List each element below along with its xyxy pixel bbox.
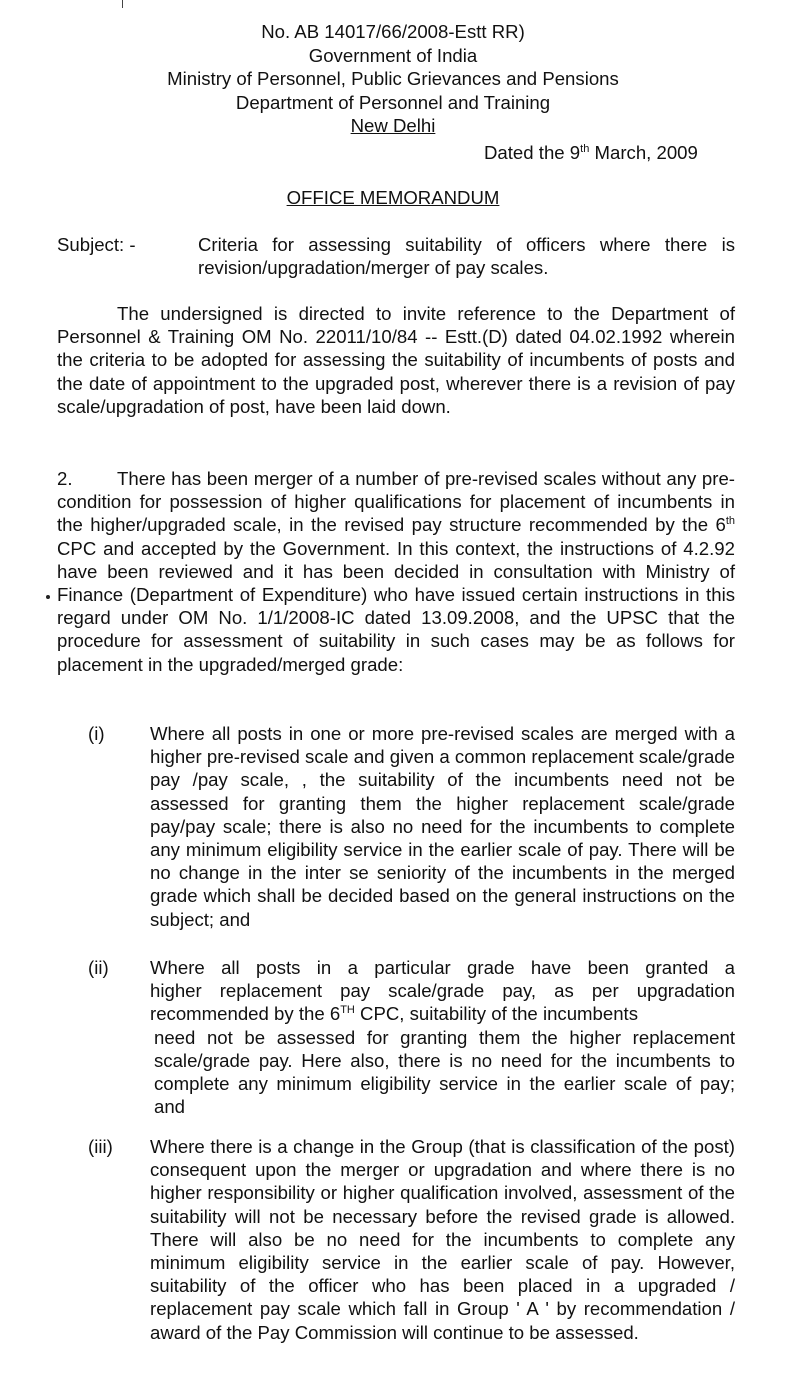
memo-title [0, 186, 786, 209]
item-1-number: (i) [88, 723, 105, 744]
paragraph-2-ordinal: th [725, 515, 735, 528]
item-3-text: Where there is a change in the Group (that is classification of the post) consequent upon the merger or upgradation and where there is no higher responsibility or higher qualification involved, assessment of the suitability will not be necessary before the revised grade is allowed. There will also be no need for the incumbents to complete any minimum eligibility service in the earlier scale of pay. However, suitability of the officer who has been placed in a upgraded / replacement pay scale which fall in Group ' A ' by recommendation / award of the Pay Commission will continue to be assessed. [150, 1136, 735, 1343]
date-prefix: Dated the 9 [484, 142, 581, 163]
letterhead [0, 20, 786, 138]
scan-dot [46, 595, 50, 599]
subject-text: Criteria for assessing suitability of officers where there is revision/upgradation/merger of pay scales. [198, 234, 735, 279]
scan-mark [122, 0, 123, 8]
memo-title-text: OFFICE MEMORANDUM [286, 187, 500, 208]
item-2-line-3-a: recommended by the 6 [150, 1003, 341, 1025]
item-2-text [150, 956, 735, 1118]
ministry: Ministry of Personnel, Public Grievances and Pensions [167, 68, 619, 89]
item-2-line-2: higher replacement pay scale/grade pay, as per upgradation [150, 980, 735, 1002]
date-ordinal: th [580, 143, 590, 155]
paragraph-2-text-a: There has been merger of a number of pre-revised scales without any pre-condition for possession of higher qualifications for placement of incumbents in the higher/upgraded scale, in the revised pay structure recommended by the 6 [57, 468, 735, 536]
subject-label: Subject: - [57, 234, 136, 255]
department: Department of Personnel and Training [235, 91, 551, 113]
paragraph-2 [57, 467, 735, 676]
file-number: No. AB 14017/66/2008-Estt RR) [261, 21, 525, 42]
government: Government of India [308, 44, 478, 66]
city-name: New Delhi [350, 115, 436, 136]
date-line [484, 141, 698, 164]
item-2-number: (ii) [88, 957, 109, 978]
item-2-rest: need not be assessed for granting them the higher replacement scale/grade pay. Here also, there is no need for the incumbents to complete any minimum eligibility service in the earlier scale of pay; and [154, 1026, 735, 1118]
paragraph-2-text-b: CPC and accepted by the Government. In this context, the instructions of 4.2.92 have been reviewed and it has been decided in consultation with Ministry of Finance (Department of Expenditure) who have issued certain instructions in this regard under OM No. 1/1/2008-IC dated 13.09.2008, and the UPSC that the procedure for assessment of suitability in such cases may be as follows for placement in the upgraded/merged grade: [57, 537, 735, 675]
city [0, 114, 786, 138]
item-2-line-1: Where all posts in a particular grade have been granted a [150, 957, 735, 978]
paragraph-2-number: 2. [57, 468, 73, 489]
item-3-number: (iii) [88, 1136, 113, 1157]
item-1-text: Where all posts in one or more pre-revised scales are merged with a higher pre-revised scale and given a common replacement scale/grade pay /pay scale, , the suitability of the incumbents need not be assessed for granting them the higher replacement scale/grade pay/pay scale; there is also no need for the incumbents to complete any minimum eligibility service in the earlier scale of pay. There will be no change in the inter se seniority of the incumbents in the merged grade which shall be decided based on the general instructions on the subject; and [150, 723, 735, 930]
item-2-line-3-b: CPC, suitability of the incumbents [354, 1003, 639, 1025]
date-suffix: March, 2009 [589, 142, 698, 163]
item-2-justified-lines [150, 956, 735, 1026]
item-2-ordinal: TH [340, 1004, 355, 1017]
item-2-line-3 [150, 1002, 735, 1025]
paragraph-1: The undersigned is directed to invite reference to the Department of Personnel & Training OM No. 22011/10/84 -- Estt.(D) dated 04.02.1992 wherein the criteria to be adopted for assessing the suitability of incumbents of posts and the date of appointment to the upgraded post, wherever there is a revision of pay scale/upgradation of post, have been laid down. [57, 303, 735, 417]
